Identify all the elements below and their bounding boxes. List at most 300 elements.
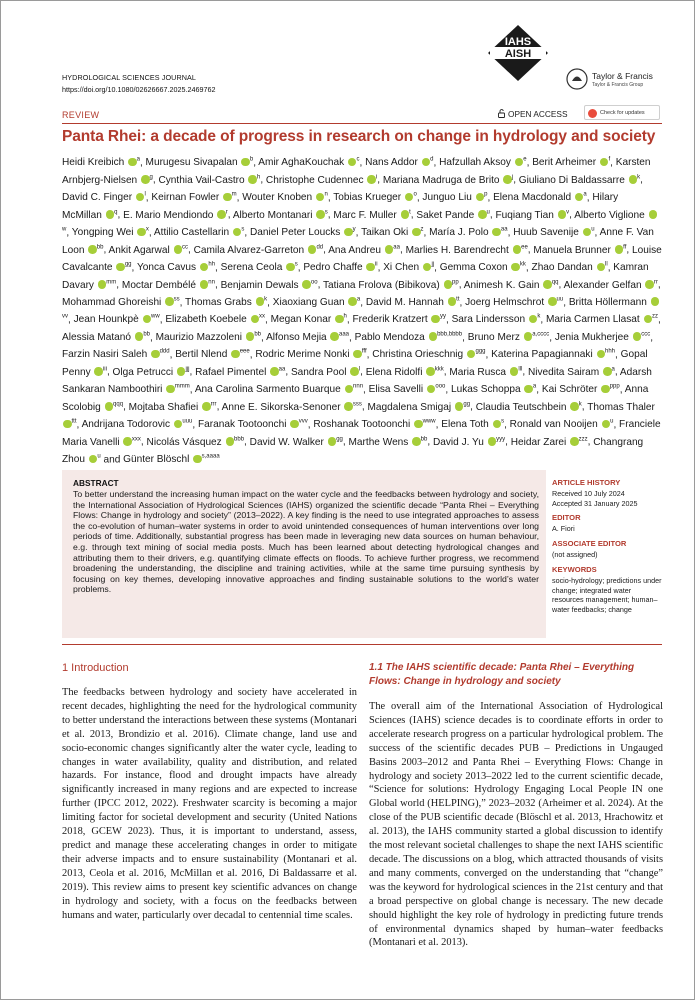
author-name: Heidi Kreibich <box>62 157 125 169</box>
author-entry[interactable] <box>441 419 504 430</box>
author-name: Elisa Savelli <box>368 384 424 396</box>
author-affiliation-mark: b <box>249 157 254 163</box>
author-affiliation-mark: a <box>583 191 587 198</box>
author-affiliation-mark: mmm <box>174 383 190 390</box>
orcid-icon[interactable] <box>602 418 614 429</box>
author-affiliation-mark: ee <box>521 244 528 251</box>
orcid-icon[interactable] <box>513 245 522 254</box>
orcid-icon[interactable] <box>431 315 440 324</box>
orcid-icon[interactable] <box>570 402 579 411</box>
orcid-icon[interactable] <box>63 420 72 429</box>
author-name: Alfonso Mejia <box>266 331 327 343</box>
author-name: Christophe Cudennec <box>265 174 364 186</box>
author-name: Alberto Viglione <box>574 209 645 221</box>
author-name: Murugesu Sivapalan <box>145 157 238 169</box>
orcid-icon[interactable] <box>645 280 654 289</box>
check-for-updates-button[interactable] <box>584 105 660 120</box>
author-name: Anna Scolobig <box>62 384 649 413</box>
author-entry[interactable] <box>137 262 215 273</box>
author-name: Cynthia Vail-Castro <box>158 174 245 186</box>
author-entry[interactable] <box>221 262 298 273</box>
author-entry[interactable] <box>542 384 620 395</box>
orcid-icon[interactable] <box>151 350 160 359</box>
author-name: Maurizio Mazzoleni <box>155 331 243 343</box>
author-entry[interactable] <box>62 157 140 168</box>
orcid-icon[interactable] <box>426 367 435 376</box>
author-name: Maria Rusca <box>449 366 507 378</box>
publisher-group: Taylor & Francis Group <box>592 82 644 88</box>
author-name: Magdalena Smigaj <box>367 401 452 413</box>
author-affiliation-mark: gg <box>336 436 343 443</box>
author-entry[interactable] <box>233 210 328 221</box>
author-entry[interactable] <box>528 367 615 378</box>
author-name: Megan Konar <box>270 314 332 326</box>
author-name: María J. Polo <box>429 227 489 239</box>
author-name: Andrijana Todorovic <box>81 419 171 431</box>
author-entry[interactable] <box>82 419 193 430</box>
author-affiliation-mark: k <box>637 174 641 181</box>
author-entry[interactable] <box>250 227 356 238</box>
author-affiliation-mark: ccc <box>641 331 651 338</box>
orcid-icon[interactable] <box>488 437 497 446</box>
author-affiliation-mark: c <box>356 157 360 163</box>
author-entry[interactable] <box>513 227 594 238</box>
author-entry[interactable] <box>62 297 180 308</box>
orcid-icon[interactable] <box>316 210 325 219</box>
author-name: Tobias Krueger <box>333 192 402 204</box>
orcid-icon[interactable] <box>503 175 512 184</box>
author-entry[interactable] <box>476 402 582 413</box>
author-entry[interactable] <box>195 384 363 395</box>
author-entry[interactable] <box>546 314 658 325</box>
author-entry[interactable] <box>468 332 550 343</box>
orcid-icon[interactable] <box>94 367 103 376</box>
author-entry[interactable] <box>349 437 428 448</box>
author-entry[interactable] <box>464 280 559 291</box>
orcid-icon[interactable] <box>350 367 359 376</box>
author-entry[interactable] <box>258 157 359 168</box>
author-entry[interactable] <box>440 262 526 273</box>
orcid-icon[interactable] <box>344 402 353 411</box>
author-name: Fuqiang Tian <box>495 209 554 221</box>
orcid-icon[interactable] <box>231 350 240 359</box>
author-name: Elena Ridolfi <box>365 366 423 378</box>
orcid-icon[interactable] <box>651 297 660 306</box>
author-entry[interactable] <box>352 314 445 325</box>
author-affiliation-mark: a <box>136 157 140 163</box>
author-entry[interactable] <box>532 157 610 168</box>
author-affiliation-mark: mm <box>106 279 117 286</box>
orcid-icon[interactable] <box>202 402 211 411</box>
author-affiliation-mark: a <box>611 366 615 373</box>
author-name: Louise Cavalcante <box>62 244 662 274</box>
author-entry[interactable] <box>154 227 244 238</box>
author-entry[interactable] <box>366 297 460 308</box>
author-entry[interactable] <box>372 349 485 360</box>
author-entry[interactable] <box>62 349 170 360</box>
author-affiliation-mark: ll <box>605 261 608 268</box>
orcid-icon[interactable] <box>444 280 453 289</box>
orcid-icon[interactable] <box>524 332 533 341</box>
author-entry[interactable] <box>433 437 505 448</box>
iahs-logo <box>488 25 548 81</box>
orcid-icon[interactable] <box>226 437 235 446</box>
orcid-icon[interactable] <box>601 385 610 394</box>
author-entry[interactable] <box>151 192 236 203</box>
author-entry[interactable] <box>158 175 260 186</box>
orcid-icon[interactable] <box>128 158 137 167</box>
author-affiliation-mark: ooo <box>435 383 446 390</box>
author-affiliation-mark: eee <box>239 348 250 355</box>
author-name: Marlies H. Barendrecht <box>405 244 509 256</box>
orcid-icon[interactable] <box>241 158 250 167</box>
author-name: Maria Carmen Llasat <box>546 314 640 326</box>
author-affiliation-mark: hh <box>208 261 216 268</box>
abstract-heading: ABSTRACT <box>73 478 119 488</box>
orcid-icon[interactable] <box>597 350 606 359</box>
author-list: Heidi Kreibich $^a$, Murugesu Sivapalan $^b$, Amir AghaKouchak $^c$, Nans Addor $^d$, Hafzullah Aksoy $^e$, Berit Arheimer $^f$, Karsten Arnbjerg-Nielsen $^g$, Cynthia Vail-Castro $^h$, Christophe Cudennec $^i$, Mariana Madruga de Brito $^j$, Giuliano Di Baldassarre $^k$, David C. Finger $^l$, Keirnan Fowler $^m$, Wouter Knoben $^n$, Tobias Krueger $^o$, Junguo Liu $^p$, Elena Macdonald $^a$, Hilary McMillan $^q$, E. Mario Mendiondo $^r$, Alberto Montanari $^s$, Marc F. Muller $^t$, Saket Pande $^u$, Fuqiang Tian $^v$, Alberto Viglione $^w$, Yongping Wei $^x$, Attilio Castellarin $^s$, Daniel Peter Loucks $^y$, Taikan Oki $^z$, María J. Polo $^{aa}$, Huub Savenije $^u$, Anne F. Van Loon $^{bb}$, Ankit Agarwal $^{cc}$, Camila Alvarez-Garreton $^{dd}$, Ana Andreu $^{aa}$, Marlies H. Barendrecht $^{ee}$, Manuela Brunner $^{ff}$, Louise Cavalcante $^{gg}$, Yonca Cavus $^{hh}$, Serena Ceola $^s$, Pedro Chaffe $^{ii}$, Xi Chen $^{jj}$, Gemma Coxon $^{kk}$, Zhao Dandan $^{ll}$, Kamran Davary $^{mm}$, Moctar Dembélé $^{nn}$, Benjamin Dewals $^{oo}$, Tatiana Frolova (Bibikova) $^{pp}$, Animesh K. Gain $^{qq}$, Alexander Gelfan $^{rr}$, Mohammad Ghoreishi $^{ss}$, Thomas Grabs $^k$, Xiaoxiang Guan $^a$, David M. Hannah $^{tt}$, Joerg Helmschrot $^{uu}$, Britta Höllermann $^{vv}$, Jean Hounkpè $^{ww}$, Elizabeth Koebele $^{xx}$, Megan Konar $^h$, Frederik Kratzert $^{yy}$, Sara Lindersson $^k$, Maria Carmen Llasat $^{zz}$, Alessia Matanó $^{bb}$, Maurizio Mazzoleni $^{bb}$, Alfonso Mejia $^{aaa}$, Pablo Mendoza $^{bbb,bbbb}$, Bruno Merz $^{a,cccc}$, Jenia Mukherjee $^{ccc}$, Farzin Nasiri Saleh $^{ddd}$, Bertil Nlend $^{eee}$, Rodric Merime Nonki $^{fff}$, Christina Orieschnig $^{ggg}$, Katerina Papagiannaki $^{hhh}$, Gopal Penny $^{iii}$, Olga Petrucci $^{jjj}$, Rafael Pimentel $^{aa}$, Sandra Pool $^l$, Elena Ridolfi $^{kkk}$, Maria Rusca $^{lll}$, Nivedita Sairam $^a$, Adarsh Sankaran Namboothiri $^{mmm}$, Ana Carolina Sarmento Buarque $^{nnn}$, Elisa Savelli $^{ooo}$, Lukas Schoppa $^a$, Kai Schröter $^{ppp}$, Anna Scolobig $^{qqq}$, Mojtaba Shafiei $^{rrr}$, Anne E. Sikorska-Senoner $^{sss}$, Magdalena Smigaj $^{gg}$, Claudia Teutschbein $^k$, Thomas Thaler $^{ttt}$, Andrijana Todorovic $^{uuu}$, Faranak Tootoonchi $^{vvv}$, Roshanak Tootoonchi $^{www}$, Elena Toth $^s$, Ronald van Nooijen $^u$, Franciele Maria Vanelli $^{xxx}$, Nicolás Vásquez $^{bbb}$, David W. Walker $^{gg}$, Marthe Wens $^{bb}$, David J. Yu $^{yyy}$, Heidar Zarei $^{zzz}$, Changrang Zhou $^u$ and Günter Blöschl $^{s,aaaa}$ <box>62 157 662 466</box>
author-affiliation-mark: xxx <box>131 436 141 443</box>
crossmark-icon <box>588 109 597 118</box>
orcid-icon[interactable] <box>290 420 299 429</box>
open-access-badge <box>498 109 567 119</box>
author-entry[interactable] <box>493 192 587 203</box>
received-date: Received 10 July 2024 <box>552 489 625 498</box>
author-entry[interactable] <box>146 157 254 168</box>
author-entry[interactable] <box>465 297 563 308</box>
check-updates-label: Check for updates <box>600 110 645 116</box>
author-affiliation-mark: y <box>352 226 356 233</box>
orcid-icon[interactable] <box>543 280 552 289</box>
author-name: Junguo Liu <box>422 192 472 204</box>
author-affiliation-mark: w <box>62 226 67 233</box>
author-affiliation-mark: fff <box>361 348 367 355</box>
orcid-icon[interactable] <box>597 263 606 272</box>
author-name: Zhao Dandan <box>531 262 593 274</box>
author-entry[interactable] <box>194 245 324 256</box>
author-entry[interactable] <box>156 332 261 343</box>
author-entry[interactable] <box>165 314 265 325</box>
author-entry[interactable] <box>222 402 362 413</box>
orcid-icon[interactable] <box>615 244 627 254</box>
author-entry[interactable] <box>175 349 250 360</box>
author-entry[interactable] <box>365 157 433 168</box>
author-name: Katerina Papagiannaki <box>491 349 593 361</box>
orcid-icon[interactable] <box>248 175 257 184</box>
author-affiliation-mark: kkk <box>434 366 444 373</box>
author-entry[interactable] <box>313 419 435 430</box>
orcid-icon[interactable] <box>422 157 434 167</box>
author-entry[interactable] <box>266 332 349 343</box>
author-name: Serena Ceola <box>220 262 283 274</box>
orcid-icon[interactable] <box>558 209 570 219</box>
author-entry[interactable] <box>129 402 217 413</box>
author-entry[interactable] <box>533 245 626 256</box>
orcid-icon[interactable] <box>649 210 658 219</box>
author-entry[interactable] <box>422 192 487 203</box>
orcid-icon[interactable] <box>174 245 183 254</box>
author-entry[interactable] <box>333 192 417 203</box>
author-affiliation-mark: yy <box>439 314 446 321</box>
author-entry[interactable] <box>416 210 489 221</box>
orcid-icon[interactable] <box>286 263 295 272</box>
author-entry[interactable] <box>255 349 366 360</box>
author-affiliation-mark: bb <box>420 436 428 443</box>
author-entry[interactable] <box>439 157 526 168</box>
author-entry[interactable] <box>449 367 522 378</box>
author-entry[interactable] <box>62 332 150 343</box>
author-entry[interactable] <box>452 314 541 325</box>
author-affiliation-mark: rrr <box>210 401 217 408</box>
author-affiliation-mark: k <box>578 401 582 408</box>
orcid-icon[interactable] <box>270 367 279 376</box>
author-name: Wouter Knoben <box>242 192 313 204</box>
author-entry[interactable] <box>555 332 650 343</box>
author-entry[interactable] <box>532 262 608 273</box>
orcid-icon[interactable] <box>302 280 311 289</box>
author-entry[interactable] <box>242 192 328 203</box>
author-affiliation-mark: i <box>375 174 378 181</box>
author-entry[interactable] <box>495 210 569 221</box>
author-name: David W. Walker <box>249 436 324 448</box>
orcid-icon[interactable] <box>328 437 337 446</box>
orcid-icon[interactable] <box>476 191 488 202</box>
author-entry[interactable] <box>323 280 459 291</box>
orcid-icon[interactable] <box>345 385 354 394</box>
orcid-icon[interactable] <box>353 350 362 359</box>
author-name: Karsten Arnbjerg-Nielsen <box>62 157 651 186</box>
author-entry[interactable] <box>510 419 614 430</box>
orcid-icon[interactable] <box>644 315 653 324</box>
author-entry[interactable] <box>122 280 215 291</box>
author-entry[interactable] <box>74 314 160 325</box>
author-entry[interactable] <box>429 227 507 238</box>
orcid-icon[interactable] <box>414 420 423 429</box>
orcid-icon[interactable] <box>166 385 175 394</box>
author-entry[interactable] <box>355 332 463 343</box>
author-affiliation-mark: a <box>356 296 361 303</box>
author-name: Lukas Schoppa <box>451 384 521 396</box>
orcid-icon[interactable] <box>429 332 438 341</box>
orcid-icon[interactable] <box>548 297 557 306</box>
author-name: Ana Andreu <box>328 244 381 256</box>
author-affiliation-mark: ww <box>151 314 160 321</box>
author-entry[interactable] <box>123 454 220 465</box>
orcid-icon[interactable] <box>143 315 152 324</box>
author-entry[interactable] <box>185 297 267 308</box>
orcid-icon[interactable] <box>583 226 595 237</box>
orcid-icon[interactable] <box>251 315 260 324</box>
author-affiliation-mark: d <box>430 157 434 163</box>
author-entry[interactable] <box>291 367 360 378</box>
orcid-icon[interactable] <box>200 280 209 289</box>
author-name: Sara Lindersson <box>451 314 526 326</box>
author-affiliation-mark: s <box>324 209 328 216</box>
orcid-icon[interactable] <box>515 157 527 167</box>
author-affiliation-mark: g <box>149 174 153 181</box>
author-affiliation-mark: a,cccc <box>532 331 550 338</box>
author-affiliation-mark: dd <box>316 244 324 251</box>
author-affiliation-mark: uu <box>556 296 564 303</box>
author-entry[interactable] <box>113 367 190 378</box>
editor-heading: EDITOR <box>552 513 581 523</box>
orcid-icon[interactable] <box>105 402 114 411</box>
orcid-icon[interactable] <box>165 297 174 306</box>
author-entry[interactable] <box>451 384 536 395</box>
iahs-logo-top: IAHS <box>504 36 532 48</box>
author-name: Huub Savenije <box>513 227 579 239</box>
author-name: Giuliano Di Baldassarre <box>518 174 625 186</box>
orcid-icon[interactable] <box>141 175 150 184</box>
author-affiliation-mark: gg <box>463 401 471 408</box>
author-entry[interactable] <box>491 349 615 360</box>
author-name: Marc F. Muller <box>333 209 397 221</box>
author-name: Xiaoxiang Guan <box>272 296 345 308</box>
author-name: Nivedita Sairam <box>527 366 600 378</box>
author-affiliation-mark: aa <box>393 244 400 251</box>
author-name: Thomas Thaler <box>587 401 655 413</box>
author-entry[interactable] <box>123 210 228 221</box>
author-entry[interactable] <box>266 175 377 186</box>
orcid-icon[interactable] <box>335 315 344 324</box>
orcid-icon[interactable] <box>193 455 202 464</box>
author-entry[interactable] <box>109 245 188 256</box>
author-name: David C. Finger <box>62 192 133 204</box>
author-affiliation-mark: ii <box>374 261 378 268</box>
author-entry[interactable] <box>406 245 528 256</box>
orcid-icon[interactable] <box>524 385 533 394</box>
associate-editor-name: (not assigned) <box>552 550 598 560</box>
author-name: Hilary McMillan <box>62 192 619 221</box>
orcid-icon[interactable] <box>385 245 394 254</box>
orcid-icon[interactable] <box>330 332 339 341</box>
author-affiliation-mark: jjj <box>185 366 190 373</box>
author-entry[interactable] <box>271 314 347 325</box>
author-affiliation-mark: l <box>144 191 146 198</box>
orcid-icon[interactable] <box>123 437 132 446</box>
orcid-icon[interactable] <box>633 332 642 341</box>
author-affiliation-mark: o <box>413 191 417 198</box>
author-entry[interactable] <box>221 280 318 291</box>
orcid-icon[interactable] <box>448 296 460 306</box>
orcid-icon[interactable] <box>603 367 612 376</box>
author-entry[interactable] <box>250 437 343 448</box>
orcid-icon[interactable] <box>348 297 357 306</box>
orcid-icon[interactable] <box>412 228 421 237</box>
author-entry[interactable] <box>368 402 471 413</box>
author-affiliation-mark: l <box>358 366 361 373</box>
orcid-icon[interactable] <box>106 209 118 219</box>
author-affiliation-mark: qq <box>551 279 559 286</box>
accepted-date: Accepted 31 January 2025 <box>552 498 638 508</box>
author-affiliation-mark: p <box>484 191 488 198</box>
orcid-icon[interactable] <box>401 210 410 219</box>
author-entry[interactable] <box>333 210 410 221</box>
orcid-icon[interactable] <box>629 174 641 184</box>
author-affiliation-mark: zzz <box>578 436 588 443</box>
author-entry[interactable] <box>273 297 361 308</box>
author-entry[interactable] <box>366 367 444 378</box>
associate-editor-heading: ASSOCIATE EDITOR <box>552 539 627 549</box>
author-name: Thomas Grabs <box>185 296 252 308</box>
author-affiliation-mark: z <box>420 226 424 233</box>
orcid-icon[interactable] <box>116 263 125 272</box>
author-entry[interactable] <box>328 245 400 256</box>
author-affiliation-mark: uuu <box>182 418 193 425</box>
orcid-icon[interactable] <box>256 296 268 306</box>
author-entry[interactable] <box>361 227 423 238</box>
orcid-icon[interactable] <box>367 175 376 184</box>
orcid-icon[interactable] <box>492 228 501 237</box>
orcid-icon[interactable] <box>344 228 353 237</box>
orcid-icon[interactable] <box>511 263 520 272</box>
author-name: Jean Hounkpè <box>73 314 139 326</box>
author-affiliation-mark: h <box>256 174 261 181</box>
author-affiliation-mark: jj <box>431 261 435 268</box>
orcid-icon[interactable] <box>223 193 232 202</box>
orcid-icon[interactable] <box>88 245 97 254</box>
author-affiliation-mark: s <box>241 226 245 233</box>
author-entry[interactable] <box>519 175 640 186</box>
author-affiliation-mark: u <box>591 226 595 233</box>
author-name: Gemma Coxon <box>439 262 508 274</box>
author-entry[interactable] <box>303 262 377 273</box>
orcid-icon[interactable] <box>137 228 146 237</box>
author-name: Ankit Agarwal <box>108 244 170 256</box>
orcid-icon[interactable] <box>493 418 505 429</box>
author-name: Benjamin Dewals <box>220 279 299 291</box>
author-name: Alessia Matanó <box>62 331 132 343</box>
orcid-icon[interactable] <box>412 437 421 446</box>
author-affiliation-mark: vvv <box>298 418 308 425</box>
author-name: Tatiana Frolova (Bibikova) <box>323 279 440 291</box>
author-name: Changrang Zhou <box>62 436 644 466</box>
author-entry[interactable] <box>62 192 146 203</box>
author-entry[interactable] <box>72 227 149 238</box>
author-name: Attilio Castellarin <box>153 227 230 239</box>
author-entry[interactable] <box>369 384 446 395</box>
section-1-1-text: The overall aim of the International Association of Hydrological Sciences (IAHS) science decades is to coordinate efforts in order to accelerate research progress on a particular hydrological problem. The success of the scientific decades PUB – Predictions in Ungauged Basins 2003–2012 and Panta Rhei – Everything Flows: Change in hydrology and society 2013–2022 led to the current scientific decade, “Science for solutions: Hydrology Engaging Local People IN one Global world (HELPING),” 2023–2032 (Arheimer et al. 2024). At the close of the PUB scientific decade (Blöschl et al. 2013, Hrachowitz et al. 2013), the IAHS community started a global discussion to identify the most relevant societal challenges to shape the next IAHS scientific decade. The discussions on a blog, which attracted thousands of visits and many comments, converged on the understanding that “change” was the keyword for hydrological sciences in the 21st century and that a broad perspective on global change is necessary. The new decade should highlight the key role of hydrology in predicting future trends of environmental dynamics shaped by human–water feedbacks (Montanari et al. 2013). <box>369 701 663 949</box>
author-name: Claudia Teutschbein <box>475 401 567 413</box>
author-name: Mariana Madruga de Brito <box>382 174 500 186</box>
author-name: Pedro Chaffe <box>303 262 363 274</box>
author-name: Pablo Mendoza <box>354 331 425 343</box>
author-entry[interactable] <box>564 280 658 291</box>
author-entry[interactable] <box>383 262 434 273</box>
author-affiliation-mark: cc <box>182 244 188 251</box>
header-divider <box>62 123 662 124</box>
doi-link[interactable]: https://doi.org/10.1080/02626667.2025.2469762 <box>62 85 216 94</box>
author-name: Frederik Kratzert <box>352 314 428 326</box>
author-entry[interactable] <box>198 419 308 430</box>
orcid-icon[interactable] <box>478 210 487 219</box>
orcid-icon[interactable] <box>366 263 375 272</box>
author-entry[interactable] <box>383 175 513 186</box>
author-affiliation-mark: hhh <box>605 348 616 355</box>
author-entry[interactable] <box>147 437 245 448</box>
author-name: Berit Arheimer <box>532 157 597 169</box>
orcid-icon[interactable] <box>217 210 226 219</box>
author-entry[interactable] <box>511 437 588 448</box>
orcid-icon[interactable] <box>570 437 579 446</box>
author-entry[interactable] <box>195 367 285 378</box>
author-affiliation-mark: xx <box>259 314 265 321</box>
author-name: Daniel Peter Loucks <box>250 227 341 239</box>
author-name: Marthe Wens <box>348 436 409 448</box>
author-affiliation-mark: ff <box>623 244 627 251</box>
article-title: Panta Rhei: a decade of progress in research on change in hydrology and society <box>62 128 656 145</box>
author-name: Alberto Montanari <box>232 209 313 221</box>
